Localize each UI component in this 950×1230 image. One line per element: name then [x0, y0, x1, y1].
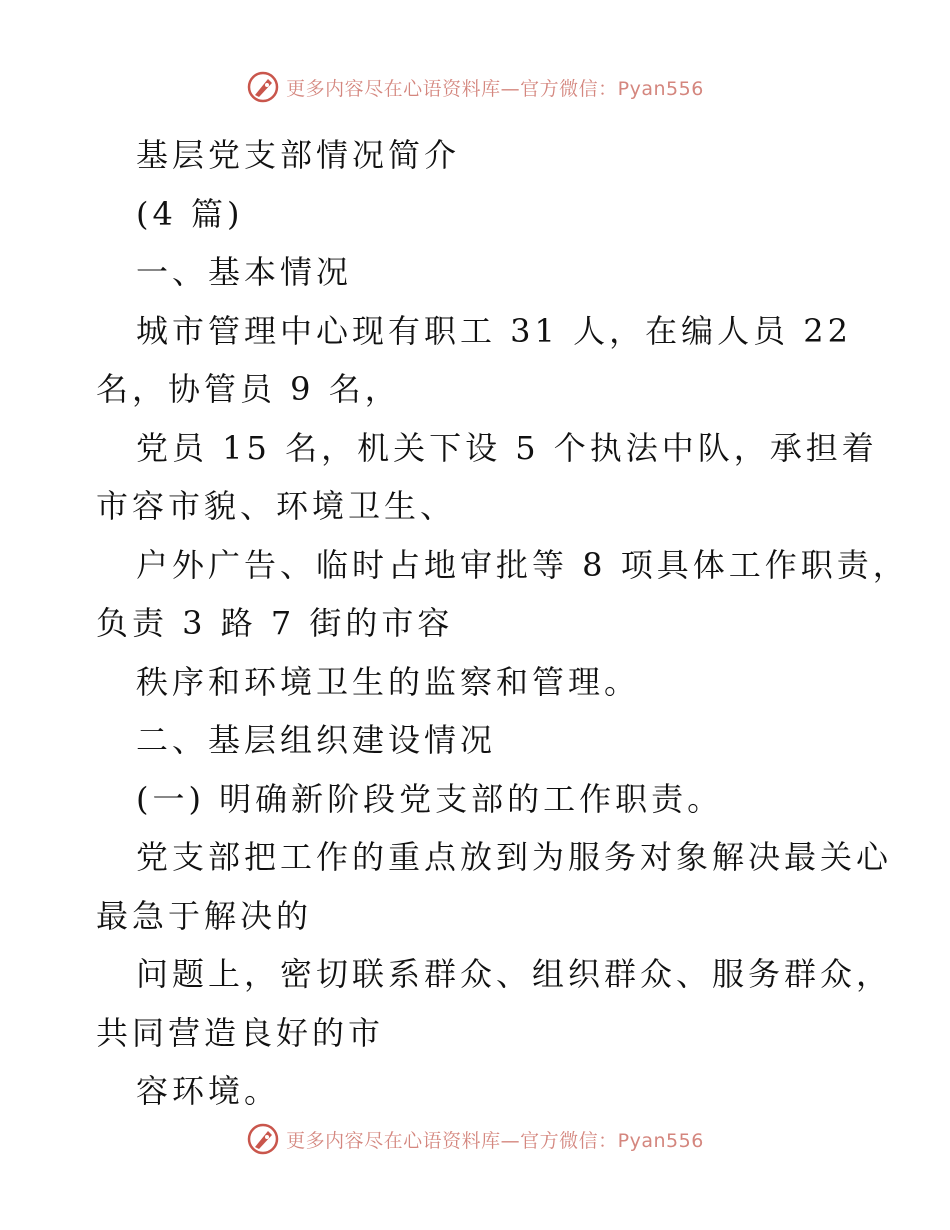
document-line: 二、基层组织建设情况 — [136, 721, 497, 759]
watermark-text: 更多内容尽在心语资料库—官方微信：Pyan556 — [286, 77, 704, 100]
document-line: 秩序和环境卫生的监察和管理。 — [136, 662, 641, 701]
document-line: 最急于解决的 — [96, 896, 313, 935]
document-line: 户外广告、临时占地审批等 8 项具体工作职责， — [136, 545, 909, 584]
document-line: 基层党支部情况简介 — [136, 136, 461, 174]
document-line: 共同营造良好的市 — [96, 1013, 385, 1052]
document-body — [96, 126, 909, 1121]
document-line: 容环境。 — [136, 1072, 281, 1110]
document-line: 城市管理中心现有职工 31 人，在编人员 22 — [136, 311, 852, 350]
document-line: 问题上，密切联系群众、组织群众、服务群众， — [136, 955, 893, 993]
pen-nib-logo-icon — [246, 70, 280, 104]
watermark-text: 更多内容尽在心语资料库—官方微信：Pyan556 — [286, 1129, 704, 1152]
document-line: 负责 3 路 7 街的市容 — [96, 604, 454, 642]
document-line: 一、基本情况 — [136, 253, 353, 291]
document-line: 党支部把工作的重点放到为服务对象解决最关心 — [136, 838, 893, 876]
document-line: 党员 15 名，机关下设 5 个执法中队，承担着 — [136, 428, 878, 467]
footer-watermark — [0, 1122, 950, 1156]
document-line: (4 篇) — [136, 194, 244, 233]
pen-nib-logo-icon — [246, 1122, 280, 1156]
header-watermark — [0, 70, 950, 104]
document-line: 名，协管员 9 名， — [96, 370, 401, 408]
document-line: (一) 明确新阶段党支部的工作职责。 — [136, 779, 724, 818]
document-line: 市容市貌、环境卫生、 — [96, 487, 457, 525]
